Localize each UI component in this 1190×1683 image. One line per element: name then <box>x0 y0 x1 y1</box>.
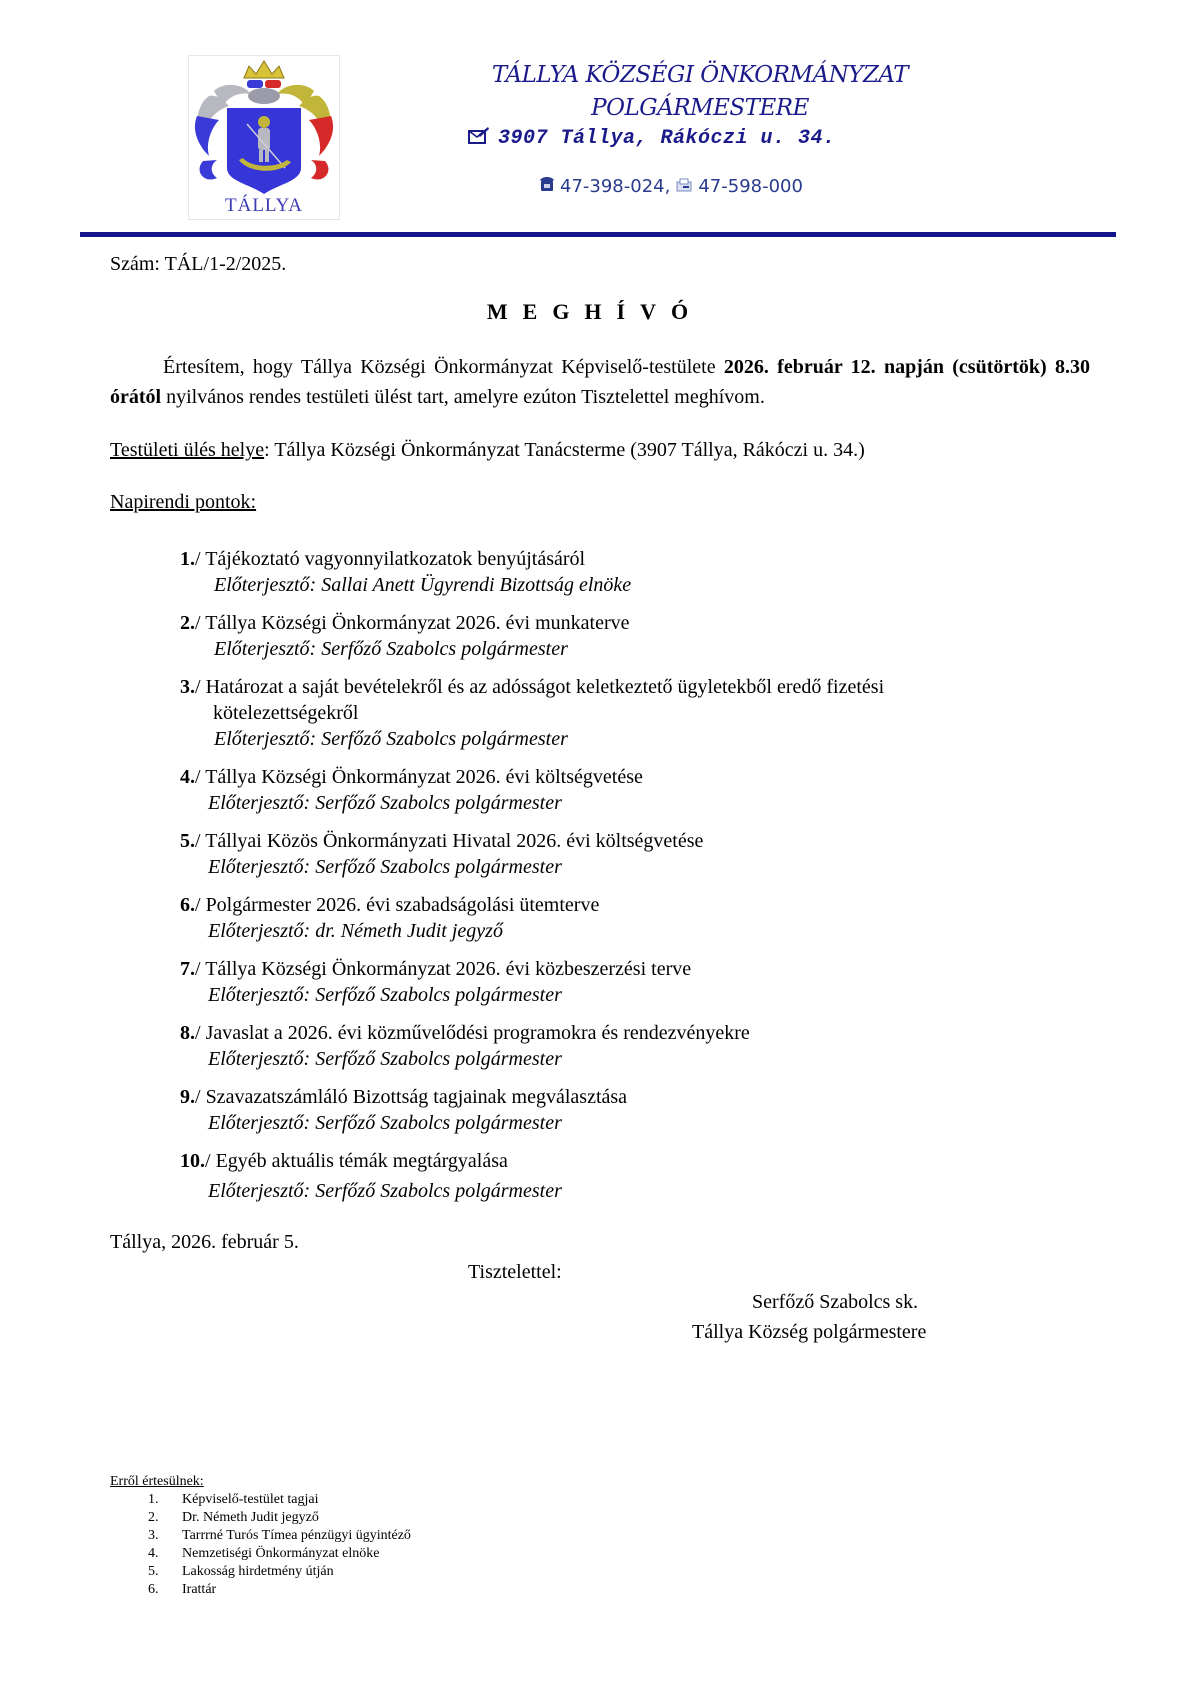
agenda-item-presenter: Előterjesztő: dr. Németh Judit jegyző <box>208 920 503 942</box>
agenda-item-number: 9. <box>180 1086 195 1108</box>
agenda-item-presenter: Előterjesztő: Serfőző Szabolcs polgármester <box>208 792 562 814</box>
address-text: 3907 Tállya, Rákóczi u. 34. <box>498 127 836 150</box>
agenda-item: 1./ Tájékoztató vagyonnyilatkozatok benyújtásáról Előterjesztő: Sallai Anett Ügyrendi Bizottság elnöke <box>180 546 1080 598</box>
agenda-item-presenter: Előterjesztő: Serfőző Szabolcs polgármester <box>208 984 562 1006</box>
agenda-item-number: 2. <box>180 612 195 634</box>
distribution-item-text: Tarrrné Turós Tímea pénzügyi ügyintéző <box>182 1528 411 1543</box>
agenda-item-number: 3. <box>180 676 195 698</box>
venue-text: : Tállya Községi Önkormányzat Tanácsterme (3907 Tállya, Rákóczi u. 34.) <box>264 439 865 461</box>
agenda-item: 4./ Tállya Községi Önkormányzat 2026. évi költségvetése Előterjesztő: Serfőző Szabolcs polgármester <box>180 764 1080 816</box>
agenda-item: 2./ Tállya Községi Önkormányzat 2026. évi munkaterve Előterjesztő: Serfőző Szabolcs polgármester <box>180 610 1080 662</box>
document-title: MEGHÍVÓ <box>486 299 704 324</box>
header-divider <box>80 232 1116 237</box>
agenda-list <box>180 546 1080 1216</box>
distribution-item-text: Dr. Németh Judit jegyző <box>182 1510 319 1525</box>
distribution-item-text: Irattár <box>182 1582 217 1597</box>
intro-text-1: Értesítem, hogy Tállya Községi Önkormányzat Képviselő-testülete <box>163 356 724 378</box>
distribution-item-number: 1. <box>148 1492 159 1507</box>
agenda-item-number: 10. <box>180 1150 205 1172</box>
agenda-item-number: 5. <box>180 830 195 852</box>
organization-name: TÁLLYA KÖZSÉGI ÖNKORMÁNYZAT <box>491 62 909 88</box>
distribution-item-number: 2. <box>148 1510 159 1525</box>
telephone-icon <box>540 176 554 197</box>
agenda-item-title: Tállya Községi Önkormányzat 2026. évi közbeszerzési terve <box>205 958 692 980</box>
distribution-item-number: 3. <box>148 1528 159 1543</box>
distribution-item-number: 6. <box>148 1582 159 1597</box>
signature-name: Serfőző Szabolcs sk. <box>752 1291 919 1313</box>
agenda-item-number: 8. <box>180 1022 195 1044</box>
closing-regards: Tisztelettel: <box>468 1261 562 1283</box>
agenda-item: 9./ Szavazatszámláló Bizottság tagjainak megválasztása Előterjesztő: Serfőző Szabolcs polgármester <box>180 1084 1080 1136</box>
agenda-item-title: Tállya Községi Önkormányzat 2026. évi költségvetése <box>205 766 643 788</box>
signature-title: Tállya Község polgármestere <box>692 1321 927 1343</box>
distribution-item-number: 4. <box>148 1546 159 1561</box>
agenda-item: 10./ Egyéb aktuális témák megtárgyalása Előterjesztő: Serfőző Szabolcs polgármester <box>180 1148 1080 1204</box>
agenda-item-title: Szavazatszámláló Bizottság tagjainak megválasztása <box>205 1086 628 1108</box>
distribution-item <box>110 1581 411 1599</box>
meeting-datetime: 2026. február 12. napján (csütörtök) 8.30 órától <box>110 356 1090 408</box>
agenda-item: 6./ Polgármester 2026. évi szabadságolási ütemterve Előterjesztő: dr. Németh Judit jegyző <box>180 892 1080 944</box>
phone-number: 47-398-024, <box>560 176 671 197</box>
agenda-item-title: Határozat a saját bevételekről és az adósságot keletkeztető ügyletekből eredő fizetési <box>205 676 885 698</box>
agenda-item-presenter: Előterjesztő: Sallai Anett Ügyrendi Bizottság elnöke <box>214 574 632 596</box>
agenda-item-title: Egyéb aktuális témák megtárgyalása <box>215 1150 508 1172</box>
distribution-list <box>110 1473 411 1599</box>
agenda-item-presenter: Előterjesztő: Serfőző Szabolcs polgármester <box>214 638 568 660</box>
agenda-item-number: 7. <box>180 958 195 980</box>
distribution-heading: Erről értesülnek: <box>110 1474 204 1489</box>
organization-role: POLGÁRMESTERE <box>591 95 809 121</box>
agenda-item-title-continued: kötelezettségekről <box>213 702 359 724</box>
envelope-pen-icon <box>468 126 490 151</box>
agenda-item-presenter: Előterjesztő: Serfőző Szabolcs polgármester <box>208 1180 562 1202</box>
agenda-item-presenter: Előterjesztő: Serfőző Szabolcs polgármester <box>208 1112 562 1134</box>
agenda-item: 3./ Határozat a saját bevételekről és az adósságot keletkeztető ügyletekből eredő fizetési kötelezettségekről Előterjesztő: Serfőző Szabolcs polgármester <box>180 674 1080 752</box>
crest-town-name: TÁLLYA <box>225 195 303 216</box>
agenda-item-title: Tállyai Közös Önkormányzati Hivatal 2026. évi költségvetése <box>205 830 704 852</box>
agenda-item-number: 4. <box>180 766 195 788</box>
distribution-item <box>110 1545 411 1563</box>
agenda-item-presenter: Előterjesztő: Serfőző Szabolcs polgármester <box>214 728 568 750</box>
intro-paragraph <box>110 352 1090 412</box>
agenda-item-title: Javaslat a 2026. évi közművelődési programokra és rendezvényekre <box>205 1022 750 1044</box>
distribution-item-text: Nemzetiségi Önkormányzat elnöke <box>182 1546 380 1561</box>
date-line: Tállya, 2026. február 5. <box>110 1231 299 1253</box>
fax-icon <box>676 176 692 197</box>
coat-of-arms-logo <box>188 55 340 220</box>
agenda-item: 5./ Tállyai Közös Önkormányzati Hivatal 2026. évi költségvetése Előterjesztő: Serfőző Szabolcs polgármester <box>180 828 1080 880</box>
agenda-item-title: Tájékoztató vagyonnyilatkozatok benyújtásáról <box>205 548 586 570</box>
distribution-item <box>110 1563 411 1581</box>
agenda-item-number: 6. <box>180 894 195 916</box>
distribution-item <box>110 1491 411 1509</box>
venue-label: Testületi ülés helye <box>110 439 265 461</box>
agenda-heading: Napirendi pontok: <box>110 491 257 513</box>
agenda-item-title: Tállya Községi Önkormányzat 2026. évi munkaterve <box>205 612 630 634</box>
coat-of-arms-icon <box>189 56 339 196</box>
agenda-item-presenter: Előterjesztő: Serfőző Szabolcs polgármester <box>208 1048 562 1070</box>
agenda-item-presenter: Előterjesztő: Serfőző Szabolcs polgármester <box>208 856 562 878</box>
distribution-item-number: 5. <box>148 1564 159 1579</box>
address-line <box>468 126 836 151</box>
reference-number: Szám: TÁL/1-2/2025. <box>110 253 287 275</box>
contact-line <box>540 176 803 197</box>
intro-text-2: nyilvános rendes testületi ülést tart, amelyre ezúton Tisztelettel meghívom. <box>161 386 765 408</box>
distribution-item <box>110 1509 411 1527</box>
distribution-item-text: Képviselő-testület tagjai <box>182 1492 319 1507</box>
agenda-item: 8./ Javaslat a 2026. évi közművelődési programokra és rendezvényekre Előterjesztő: Serfőző Szabolcs polgármester <box>180 1020 1080 1072</box>
fax-number: 47-598-000 <box>698 176 803 197</box>
venue-line <box>110 438 865 462</box>
agenda-item-number: 1. <box>180 548 195 570</box>
agenda-item-title: Polgármester 2026. évi szabadságolási ütemterve <box>205 894 600 916</box>
distribution-item <box>110 1527 411 1545</box>
agenda-item: 7./ Tállya Községi Önkormányzat 2026. évi közbeszerzési terve Előterjesztő: Serfőző Szabolcs polgármester <box>180 956 1080 1008</box>
distribution-item-text: Lakosság hirdetmény útján <box>182 1564 334 1579</box>
